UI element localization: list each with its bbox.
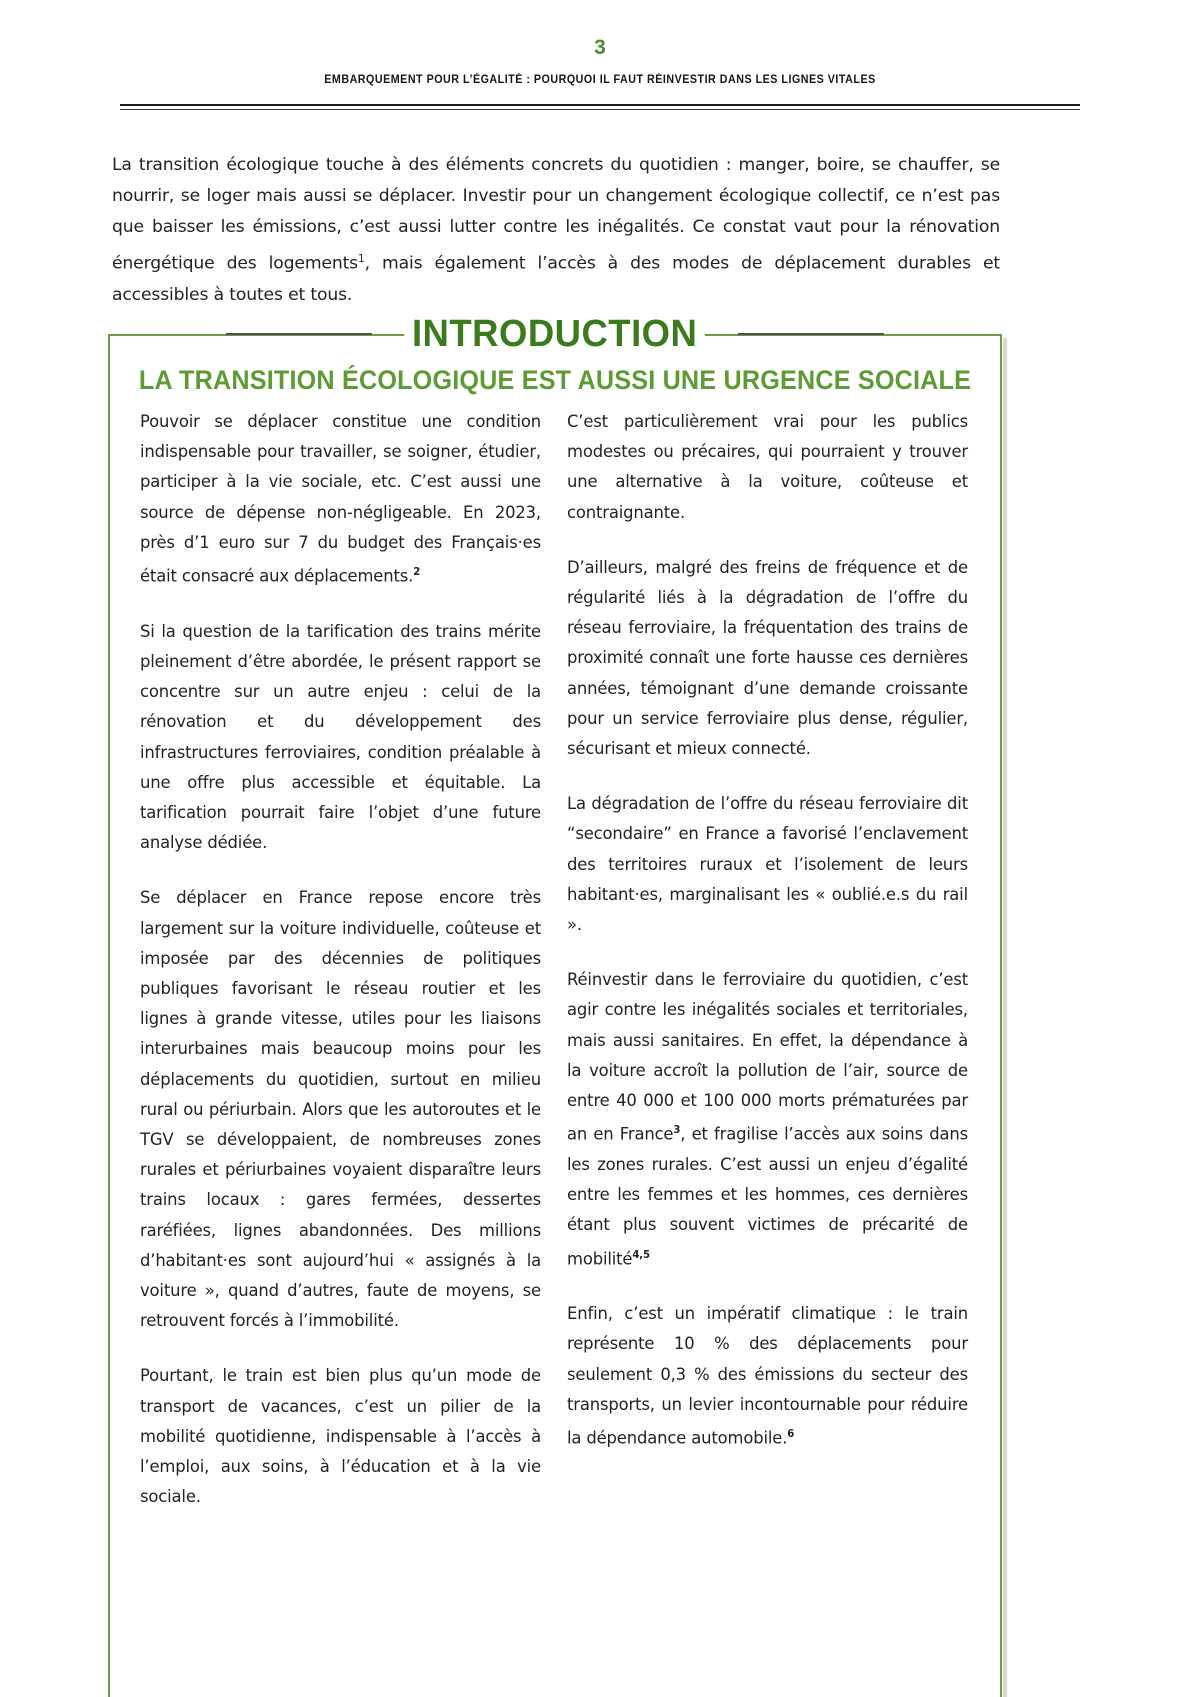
paragraph [567, 965, 968, 1274]
paragraph-text: Pouvoir se déplacer constitue une condition indispensable pour travailler, se soigner, étudier, participer à la vie sociale, etc. C’est aussi une source de dépense non-négligeable. En 2023, près d’1 euro sur 7 du budget des Français·es était consacré aux déplacements. [140, 412, 541, 586]
section-title: INTRODUCTION [405, 313, 706, 356]
paragraph [567, 553, 968, 764]
section-title-row [108, 306, 1002, 362]
paragraph-text-tail: , et fragilise l’accès aux soins dans les zones rurales. C’est aussi un enjeu d’égalité entre les femmes et les hommes, ces dernières étant plus souvent victimes de précarité de mobilité [567, 1124, 969, 1269]
two-column-body [140, 407, 968, 1697]
header-rule-thick [120, 104, 1080, 106]
lede-paragraph [112, 150, 1000, 311]
paragraph [140, 1361, 541, 1512]
section-subtitle: LA TRANSITION ÉCOLOGIQUE EST AUSSI UNE URGENCE SOCIALE [138, 365, 972, 395]
paragraph-text: C’est particulièrement vrai pour les publics modestes ou précaires, qui pourraient y trouver une alternative à la voiture, coûteuse et contraignante. [567, 412, 968, 522]
footnote-marker-6: 6 [787, 1429, 795, 1441]
paragraph-text: La dégradation de l’offre du réseau ferroviaire dit “secondaire” en France a favorisé l’enclavement des territoires ruraux et l’isolement de leurs habitant·es, marginalisant les « oublié.e.s du rail ». [567, 794, 968, 935]
paragraph-text: Se déplacer en France repose encore très largement sur la voiture individuelle, coûteuse et imposée par des décennies de politiques publiques favorisant le réseau routier et les lignes à grande vitesse, utiles pour les liaisons interurbaines mais beaucoup moins pour les déplacements du quotidien, surtout en milieu rural ou périurbain. Alors que les autoroutes et le TGV se développaient, de nombreuses zones rurales et périurbaines voyaient disparaître leurs trains locaux : gares fermées, dessertes raréfiées, lignes abandonnées. Des millions d’habitant·es sont aujourd’hui « assignés à la voiture », quand d’autres, faute de moyens, se retrouvent forcés à l’immobilité. [140, 888, 541, 1331]
paragraph-text: D’ailleurs, malgré des freins de fréquence et de régularité liés à la dégradation de l’offre du réseau ferroviaire, la fréquentation des trains de proximité connaît une forte hausse ces dernières années, témoignant d’une demande croissante pour un service ferroviaire plus dense, régulier, sécurisant et mieux connecté. [567, 557, 968, 759]
header-rule-thin [120, 109, 1080, 110]
section-rule-right [738, 333, 884, 335]
footnote-marker-3: 3 [673, 1125, 681, 1137]
footnote-marker-4-5: 4,5 [632, 1249, 650, 1261]
paragraph [140, 407, 541, 592]
lede-text-main: La transition écologique touche à des éléments concrets du quotidien : manger, boire, se chauffer, se nourrir, se loger mais aussi se déplacer. Investir pour un changement écologique collectif, ce n’est pas que baisser les émissions, c’est aussi lutter contre les inégalités. Ce constat vaut pour la rénovation énergétique des logements [112, 155, 1000, 274]
paragraph [140, 617, 541, 859]
running-head-title: EMBARQUEMENT POUR L’ÉGALITÉ : POURQUOI IL FAUT RÉINVESTIR DANS LES LIGNES VITALES [324, 74, 876, 86]
paragraph-text: Si la question de la tarification des trains mérite pleinement d’être abordée, le présent rapport se concentre sur un autre enjeu : celui de la rénovation et du développement des infrastructures ferroviaires, condition préalable à une offre plus accessible et équitable. La tarification pourrait faire l’objet d’une future analyse dédiée. [140, 621, 541, 853]
introduction-frame-shadow [1003, 338, 1007, 1697]
right-column [567, 407, 968, 1697]
page-number: 3 [594, 36, 606, 59]
paragraph-text: Pourtant, le train est bien plus qu’un mode de transport de vacances, c’est un pilier de la mobilité quotidienne, indispensable à l’accès à l’emploi, aux soins, à l’éducation et à la vie sociale. [140, 1366, 541, 1507]
paragraph [140, 883, 541, 1336]
footnote-marker-1: 1 [357, 252, 365, 265]
left-column [140, 407, 541, 1697]
paragraph [567, 407, 968, 528]
footnote-marker-2: 2 [413, 567, 421, 579]
paragraph [567, 789, 968, 940]
paragraph-text: Réinvestir dans le ferroviaire du quotidien, c’est agir contre les inégalités sociales et territoriales, mais aussi sanitaires. En effet, la dépendance à la voiture accroît la pollution de l’air, source de entre 40 000 et 100 000 morts prématurées par an en France [567, 970, 968, 1144]
lede-text-tail: , mais également l’accès à des modes de déplacement durables et accessibles à toutes et tous. [112, 253, 1000, 305]
section-rule-left [226, 333, 372, 335]
paragraph-text: Enfin, c’est un impératif climatique : le train représente 10 % des déplacements pour seulement 0,3 % des émissions du secteur des transports, un levier incontournable pour réduire la dépendance automobile. [567, 1304, 968, 1448]
paragraph [567, 1299, 968, 1453]
